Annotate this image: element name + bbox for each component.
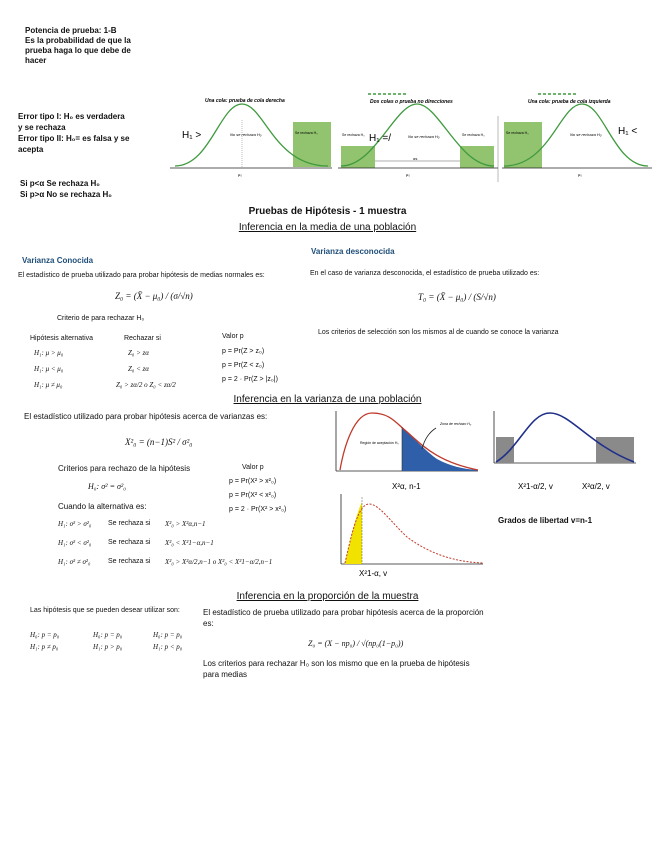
- right-tail-curve: [170, 98, 332, 177]
- rule-reject: Si p<α Se rechaza H₀: [20, 179, 100, 188]
- chi-curve: [345, 504, 483, 563]
- rejection-region: [345, 502, 362, 564]
- decision-rules: [20, 178, 112, 200]
- two-tail-curve: [338, 94, 498, 182]
- mu-label: μ₀: [578, 172, 582, 177]
- proportion-note: [203, 658, 470, 680]
- power-desc: prueba haga lo que debe de: [25, 46, 131, 55]
- unknown-note: Los criterios de selección son los mismos al de cuando se conoce la varianza: [318, 329, 559, 336]
- variance-formula: X²₀ = (n−1)S² / σ²₀: [125, 437, 193, 447]
- variance-heading: Inferencia en la varianza de una población: [233, 394, 422, 405]
- reject-cond: Z₀ > zα/2 o Z₀ < zα/2: [116, 381, 176, 389]
- variance-stat-text: El estadístico utilizado para probar hipótesis acerca de varianzas es:: [24, 412, 268, 421]
- rejection-region-left: [496, 437, 514, 463]
- power-desc: Es la probabilidad de que la: [25, 36, 131, 45]
- reject-cond: Z₀ < zα: [128, 365, 149, 373]
- proportion-h0: H₀: p = p₀: [30, 631, 60, 639]
- chi-square-left-tail: [335, 492, 487, 580]
- chi-square-right-tail: [332, 407, 482, 497]
- proportion-note-text: Los criterios para rechazar H₀ son los mismo que en la prueba de hipótesis: [203, 659, 470, 668]
- pvalue: p = 2 · Pr(Z > |z₀|): [222, 376, 278, 383]
- proportion-stat-text: es:: [203, 619, 214, 628]
- variance-reject-cond: X²₀ > X²α/2,n−1 o X²₀ < X²1−α/2,n−1: [165, 558, 273, 566]
- variance-pvalue: p = 2 · Pr(X² > x²₀): [229, 506, 287, 513]
- error-type-1: Error tipo I: H₀ es verdadera: [18, 112, 125, 121]
- error-type-2: acepta: [18, 145, 44, 154]
- variance-alt-hyp: H₁: σ² ≠ σ²₀: [58, 558, 91, 566]
- known-formula: Z₀ = (X̄ − μ₀) / (σ/√n): [115, 291, 193, 301]
- reject-label: Zona de rechazo H₀: [440, 422, 472, 426]
- proportion-formula: Z₀ = (X − np₀) / √(np₀(1−p₀)): [308, 639, 404, 648]
- tail-label: Se rechaza H₀: [506, 131, 529, 135]
- variance-pvalue-title: Valor p: [242, 464, 264, 471]
- normal-left-label: X²1-α/2, v: [518, 482, 553, 491]
- chi-two-tail: [490, 407, 640, 497]
- variance-reject-cond: X²₀ < X²1−α,n−1: [165, 539, 214, 547]
- reject-if: Se rechaza si: [108, 558, 151, 565]
- proportion-h1: H₁: p > p₀: [93, 643, 123, 651]
- variance-h0: H₀: σ² = σ²₀: [88, 482, 127, 491]
- variance-reject-cond: X²₀ > X²α,n−1: [165, 520, 206, 528]
- center-label: No se rechaza H₀: [570, 132, 602, 137]
- proportion-stat: [203, 607, 484, 629]
- error-type-2: Error tipo II: H₀= es falsa y se: [18, 134, 130, 143]
- accept-label: Región de aceptación H₀: [360, 441, 399, 445]
- alt-hyp: H₁: μ ≠ μ₀: [34, 381, 63, 389]
- variance-pvalue: p = Pr(X² > x²₀): [229, 478, 277, 485]
- rejection-region-left: [341, 146, 375, 168]
- reject-if: Se rechaza si: [108, 539, 151, 546]
- tail-label: Se rechaza H₀: [462, 133, 485, 137]
- tail-label: Se rechaza H₀: [295, 131, 318, 135]
- variance-alt-hyp: H₁: σ² > σ²₀: [58, 520, 92, 528]
- two-tail-title: Dos colas o prueba no direcciones: [370, 99, 453, 105]
- power-desc: hacer: [25, 56, 47, 65]
- proportion-h0: H₀: p = p₀: [93, 631, 123, 639]
- rejection-region: [504, 122, 542, 168]
- mean-heading: Inferencia en la media de una población: [238, 222, 417, 233]
- known-variance-title: Varianza Conocida: [22, 256, 94, 265]
- power-section: [25, 26, 131, 66]
- unknown-variance-title: Varianza desconocida: [311, 247, 395, 256]
- proportion-stat-text: El estadístico de prueba utilizado para probar hipótesis acerca de la proporción: [203, 608, 484, 617]
- hyp-label: H₁ =/: [369, 133, 391, 144]
- variance-criteria: Criterios para rechazo de la hipótesis: [58, 464, 191, 473]
- proportion-h0: H₀: p = p₀: [153, 631, 183, 639]
- when-alternative: Cuando la alternativa es:: [58, 502, 147, 511]
- degrees-of-freedom: Grados de libertad v=n-1: [498, 516, 593, 525]
- tail-label: Se rechaza H₀: [342, 133, 365, 137]
- unknown-stat-text: En el caso de varianza desconocida, el estadístico de prueba utilizado es:: [310, 270, 540, 277]
- pvalue: p = Pr(Z < z₀): [222, 362, 265, 369]
- error-type-1: y se rechaza: [18, 123, 66, 132]
- known-stat-text: El estadístico de prueba utilizado para probar hipótesis de medias normales es:: [18, 272, 265, 279]
- alt-hyp: H₁: μ > μ₀: [34, 349, 64, 357]
- page-title: Pruebas de Hipótesis - 1 muestra: [248, 206, 407, 217]
- chi-left-label: X²1-α, v: [359, 569, 388, 578]
- rule-no-reject: Si p>α No se rechaza H₀: [20, 190, 112, 199]
- normal-right-label: X²α/2, v: [582, 482, 610, 491]
- proportion-hyp-intro: Las hipótesis que se pueden desear utilizar son:: [30, 607, 180, 614]
- hyp-label: H₁ >: [182, 130, 202, 141]
- variance-alt-hyp: H₁: σ² < σ²₀: [58, 539, 92, 547]
- left-tail-curve: [502, 94, 652, 177]
- center-label: No se rechaza H₀: [230, 132, 262, 137]
- proportion-heading: Inferencia en la proporción de la muestra: [236, 591, 419, 602]
- left-tail-title: Una cola: prueba de cola izquierda: [528, 99, 611, 105]
- known-criteria: Criterio de para rechazar H₀: [57, 315, 145, 322]
- center-label: No se rechaza H₀: [408, 134, 440, 139]
- rejection-region: [402, 428, 478, 471]
- right-tail-title: Una cola: prueba de cola derecha: [205, 98, 285, 104]
- power-title: Potencia de prueba: 1-B: [25, 26, 117, 35]
- gap-label: αs: [413, 156, 418, 161]
- error-types: [18, 111, 129, 155]
- alt-hyp: H₁: μ < μ₀: [34, 365, 64, 373]
- chi-right-label: X²α, n-1: [392, 482, 421, 491]
- proportion-note-text: para medias: [203, 670, 248, 679]
- mu-label: μ₀: [238, 172, 242, 177]
- reject-header: Rechazar si: [124, 335, 161, 342]
- variance-pvalue: p = Pr(X² < x²₀): [229, 492, 277, 499]
- reject-if: Se rechaza si: [108, 520, 151, 527]
- alt-hyp-header: Hipótesis alternativa: [30, 335, 94, 342]
- reject-cond: Z₀ > zα: [128, 349, 149, 357]
- rejection-region: [293, 122, 331, 167]
- hyp-label: H₁ <: [618, 126, 638, 137]
- proportion-h1: H₁: p < p₀: [153, 643, 183, 651]
- mu-label: μ₀: [406, 172, 410, 177]
- rejection-region-right: [460, 146, 494, 168]
- proportion-h1: H₁: p ≠ p₀: [30, 643, 59, 651]
- pvalue-header: Valor p: [222, 333, 244, 340]
- unknown-formula: T₀ = (X̄ − μ₀) / (S/√n): [418, 292, 496, 302]
- pvalue: p = Pr(Z > z₀): [222, 348, 265, 355]
- hypothesis-curves: [170, 90, 655, 186]
